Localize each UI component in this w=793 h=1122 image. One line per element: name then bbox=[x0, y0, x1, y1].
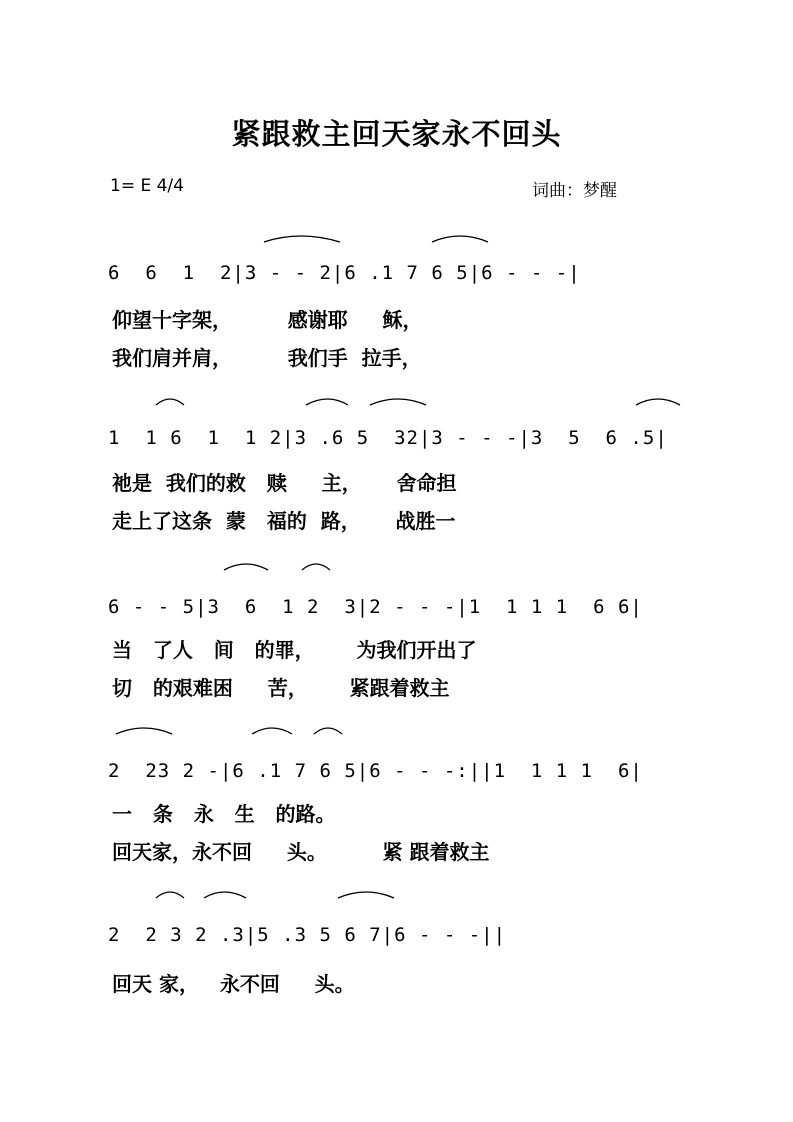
lyric-line-1: 当 了人 间 的罪， 为我们开出了 bbox=[112, 638, 477, 662]
lyric-line-2: 回天家，永不回 头。 紧 跟着救主 bbox=[112, 840, 490, 864]
notation-line: 6 - - 5|3 6 1 2 3|2 - - -|1 1 1 1 6 6| bbox=[108, 596, 643, 618]
notation-line: 1 1 6 1 1 2|3 .6 5 32|3 - - -|3 5 6 .5| bbox=[108, 427, 668, 449]
slur-marks bbox=[0, 232, 793, 252]
notation-line: 6 6 1 2|3 - - 2|6 .1 7 6 5|6 - - -| bbox=[108, 262, 581, 284]
lyric-line-1: 一 条 永 生 的路。 bbox=[112, 802, 336, 826]
notation-line: 2 2 3 2 .3|5 .3 5 6 7|6 - - -|| bbox=[108, 924, 507, 946]
slur-marks bbox=[0, 395, 793, 415]
lyric-line-2: 我们肩并肩， 我们手 拉手， bbox=[112, 346, 422, 370]
slur-marks bbox=[0, 560, 793, 580]
author-credit: 词曲：梦醒 bbox=[532, 181, 617, 201]
notation-line: 2 23 2 -|6 .1 7 6 5|6 - - -:||1 1 1 1 6| bbox=[108, 760, 643, 782]
lyric-line-1: 祂是 我们的救 赎 主， 舍命担 bbox=[112, 471, 457, 495]
lyric-line-1: 回天 家， 永不回 头。 bbox=[112, 972, 355, 996]
slur-marks bbox=[0, 888, 793, 908]
lyric-line-2: 走上了这条 蒙 福的 路， 战胜一 bbox=[112, 509, 456, 533]
slur-marks bbox=[0, 724, 793, 744]
key-signature: 1= E 4/4 bbox=[110, 176, 184, 196]
lyric-line-2: 切 的艰难困 苦， 紧跟着救主 bbox=[112, 676, 450, 700]
song-title: 紧跟救主回天家永不回头 bbox=[231, 117, 562, 151]
lyric-line-1: 仰望十字架， 感谢耶 稣， bbox=[112, 308, 423, 332]
